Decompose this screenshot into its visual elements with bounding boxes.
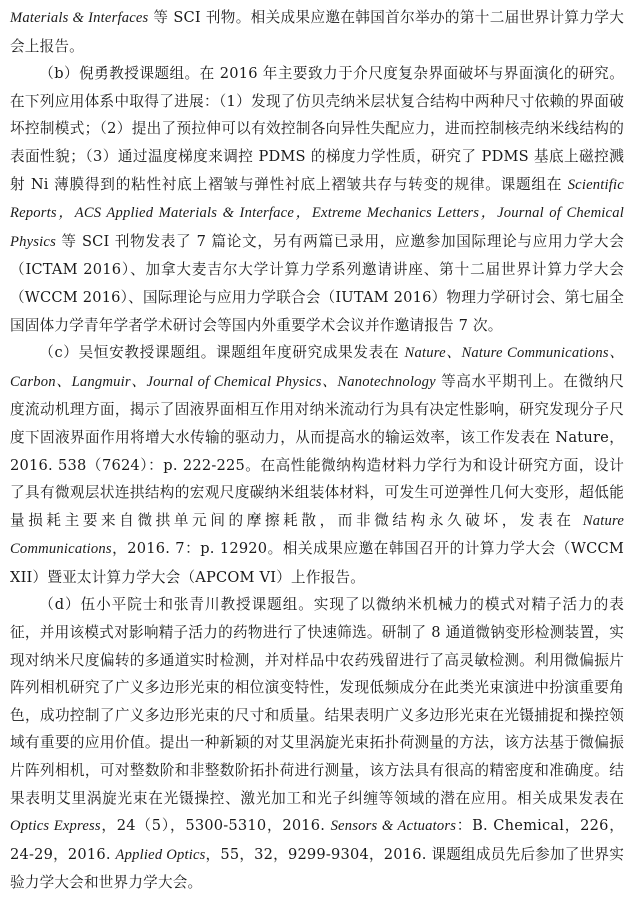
paragraph-text: （b）倪勇教授课题组。在 2016 年主要致力于介尺度复杂界面破坏与界面演化的研究。在下列应用体系中取得了进展：（1）发现了仿贝壳纳米层状复合结构中两种尺寸依赖的界面破坏控制模式；（2）提出了预拉伸可以有效控制各向异性失配应力，进而控制核壳纳米线结构的表面性貌；（3）通过温度梯度来调控 PDMS 的梯度力学性质，研究了 PDMS 基底上磁控溅射 Ni 薄膜得到的粘性衬底上褶皱与弹性衬底上褶皱共存与转变的规律。课题组在 (10, 65, 624, 193)
paragraph-text: ，2016. 7：p. 12920。相关成果应邀在韩国召开的计算力学大会（WCCM XII）暨亚太计算力学大会（APCOM VI）上作报告。 (10, 540, 624, 586)
paragraph-text: （c）吴恒安教授课题组。课题组年度研究成果发表在 (39, 344, 405, 362)
section-b-paragraph (10, 60, 624, 339)
journal-name: Sensors & Actuators (330, 818, 457, 835)
paragraph-text: 等高水平期刊上。在微纳尺度流动机理方面，揭示了固液界面相互作用对纳米流动行为具有决定性影响，研究发现分子尺度下固液界面作用将增大水传输的驱动力，从而提高水的输运效率，该工作发表在 Nature，2016. 538（7624）：p. 222-225。在高性能微纳构造材料力学行为和设计研究方面，设计了具有微观层状连拱结构的宏观尺度碳纳米组装体材料，可发生可逆弹性几何大变形，超低能量损耗主要来自微拱单元间的摩擦耗散，而非微结构永久破坏，发表在 (10, 372, 624, 529)
journal-name: Applied Optics (115, 846, 206, 863)
journal-name: Nature Communications (10, 512, 624, 558)
intro-paragraph (10, 4, 624, 60)
section-c-paragraph (10, 339, 624, 591)
paragraph-text: ，24（5），5300-5310，2016. (100, 817, 331, 835)
paragraph-text: （d）伍小平院士和张青川教授课题组。实现了以微纳米机械力的模式对精子活力的表征，并用该模式对影响精子活力的药物进行了快速筛选。研制了 8 通道微钠变形检测装置，实现对纳米尺度偏转的多通道实时检测，并对样品中农药残留进行了高灵敏检测。利用微偏振片阵列相机研究了广义多边形光束的相位演变特性，发现低频成分在此类光束演进中扮演重要角色，成功控制了广义多边形光束的尺寸和质量。结果表明广义多边形光束在光镊捕捉和操控领域有重要的应用价值。提出一种新颖的对艾里涡旋光束拓扑荷测量的方法，该方法基于微偏振片阵列相机，可对整数阶和非整数阶拓扑荷进行测量，该方法具有很高的精密度和准确度。结果表明艾里涡旋光束在光镊操控、激光加工和光子纠缠等领域的潜在应用。相关成果发表在 (10, 596, 624, 807)
paragraph-text: 等 SCI 刊物。相关成果应邀在韩国首尔举办的第十二届世界计算力学大会上报告。 (10, 9, 624, 55)
journal-names: Scientific Reports，ACS Applied Materials & Interface，Extreme Mechanics Letters，Journal of Chemical Physics (10, 176, 624, 250)
paragraph-text: ，55，32，9299-9304，2016. 课题组成员先后参加了世界实验力学大会和世界力学大会。 (10, 845, 624, 892)
journal-name: Optics Express (10, 818, 101, 835)
paragraph-text: ：B. Chemical，226，24-29，2016. (10, 817, 624, 863)
journal-name: Materials & Interfaces (10, 10, 149, 26)
section-d-paragraph (10, 591, 624, 897)
journal-names: Nature、Nature Communications、Carbon、Langmuir、Journal of Chemical Physics、Nanotechnology (10, 345, 624, 390)
paragraph-text: 等 SCI 刊物发表了 7 篇论文，另有两篇已录用，应邀参加国际理论与应用力学大会（ICTAM 2016）、加拿大麦吉尔大学计算力学系列邀请讲座、第十二届世界计算力学大会（WCCM 2016）、国际理论与应用力学联合会（IUTAM 2016）物理力学研讨会、第七届全国固体力学青年学者学术研讨会等国内外重要学术会议并作邀请报告 7 次。 (10, 232, 624, 334)
